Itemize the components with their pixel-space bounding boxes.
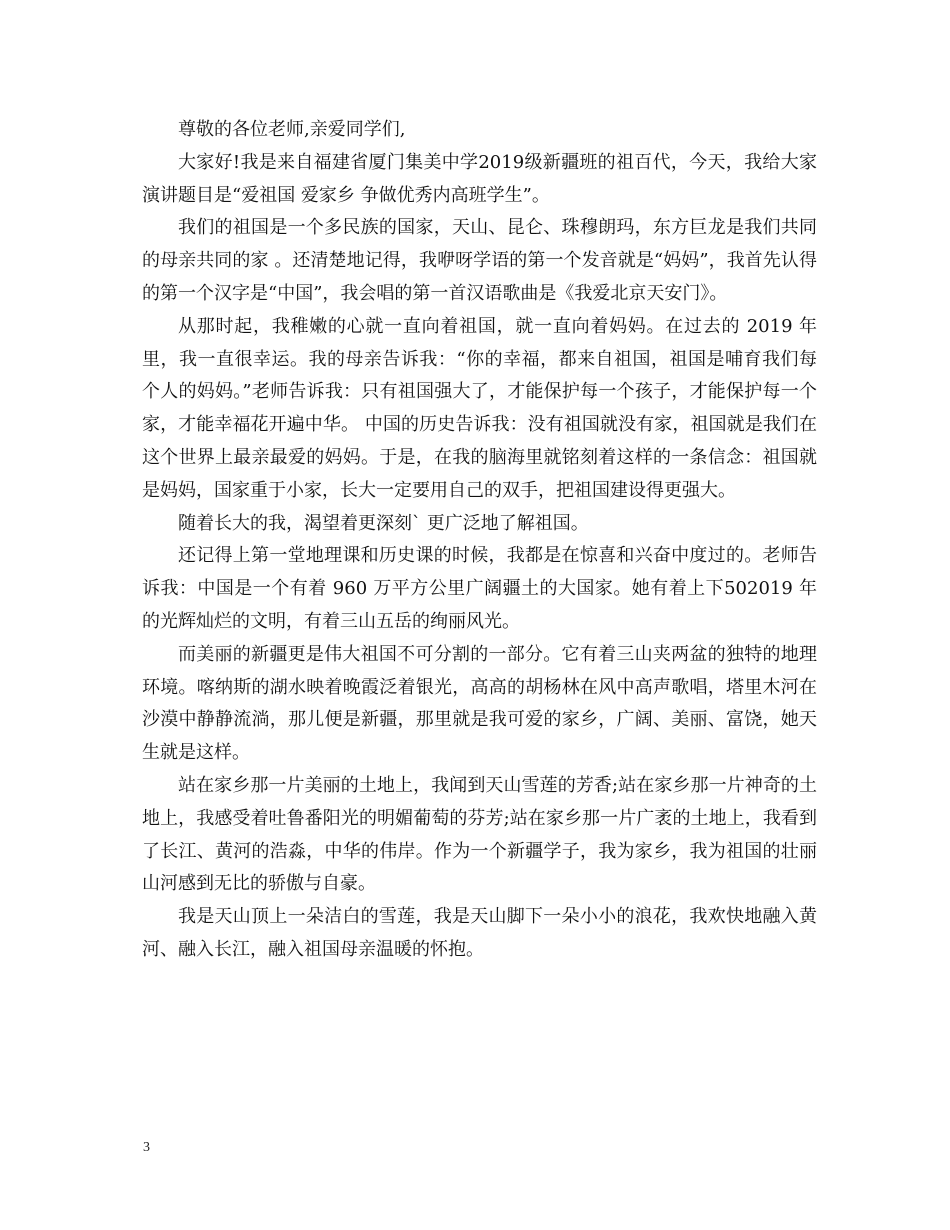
paragraph-salutation: 尊敬的各位老师,亲爱同学们,	[178, 119, 406, 140]
document-body	[142, 114, 817, 967]
paragraph-growing-up: 随着长大的我，渴望着更深刻` 更广泛地了解祖国。	[178, 512, 589, 534]
paragraph-first-lesson: 还记得上第一堂地理课和历史课的时候，我都是在惊喜和兴奋中度过的。老师告诉我：中国是一个有着 960 万平方公里广阔疆土的大国家。她有着上下502019 年的光辉灿烂的文明，有着三山五岳的绚丽风光。	[142, 545, 817, 632]
paragraph-motherland: 我们的祖国是一个多民族的国家，天山、昆仑、珠穆朗玛，东方巨龙是我们共同的母亲共同的家 。还清楚地记得，我咿呀学语的第一个发音就是“妈妈”，我首先认得的第一个汉字是“中国”，我会唱的第一首汉语歌曲是《我爱北京天安门》。	[142, 217, 817, 304]
paragraph-snow-lotus: 我是天山顶上一朵洁白的雪莲，我是天山脚下一朵小小的浪花，我欢快地融入黄河、融入长江，融入祖国母亲温暖的怀抱。	[142, 906, 817, 960]
page-number: 3	[143, 1140, 150, 1155]
paragraph-since-then: 从那时起，我稚嫩的心就一直向着祖国，就一直向着妈妈。在过去的 2019 年里，我一直很幸运。我的母亲告诉我：“你的幸福，都来自祖国，祖国是哺育我们每个人的妈妈。”老师告诉我：只有祖国强大了，才能保护每一个孩子，才能保护每一个家，才能幸福花开遍中华。 中国的历史告诉我：没有祖国就没有家，祖国就是我们在这个世界上最亲最爱的妈妈。于是，在我的脑海里就铭刻着这样的一条信念：祖国就是妈妈，国家重于小家，长大一定要用自己的双手，把祖国建设得更强大。	[142, 315, 817, 501]
paragraph-xinjiang: 而美丽的新疆更是伟大祖国不可分割的一部分。它有着三山夹两盆的独特的地理环境。喀纳斯的湖水映着晚霞泛着银光，高高的胡杨林在风中高声歌唱，塔里木河在沙漠中静静流淌，那儿便是新疆，那里就是我可爱的家乡，广阔、美丽、富饶，她天生就是这样。	[142, 643, 817, 764]
paragraph-hometown: 站在家乡那一片美丽的土地上，我闻到天山雪莲的芳香;站在家乡那一片神奇的土地上，我感受着吐鲁番阳光的明媚葡萄的芬芳;站在家乡那一片广袤的土地上，我看到了长江、黄河的浩淼，中华的伟岸。作为一个新疆学子，我为家乡，我为祖国的壮丽山河感到无比的骄傲与自豪。	[142, 774, 817, 895]
paragraph-introduction: 大家好!我是来自福建省厦门集美中学2019级新疆班的祖百代，今天，我给大家演讲题目是“爱祖国 爱家乡 争做优秀内高班学生”。	[142, 151, 817, 206]
